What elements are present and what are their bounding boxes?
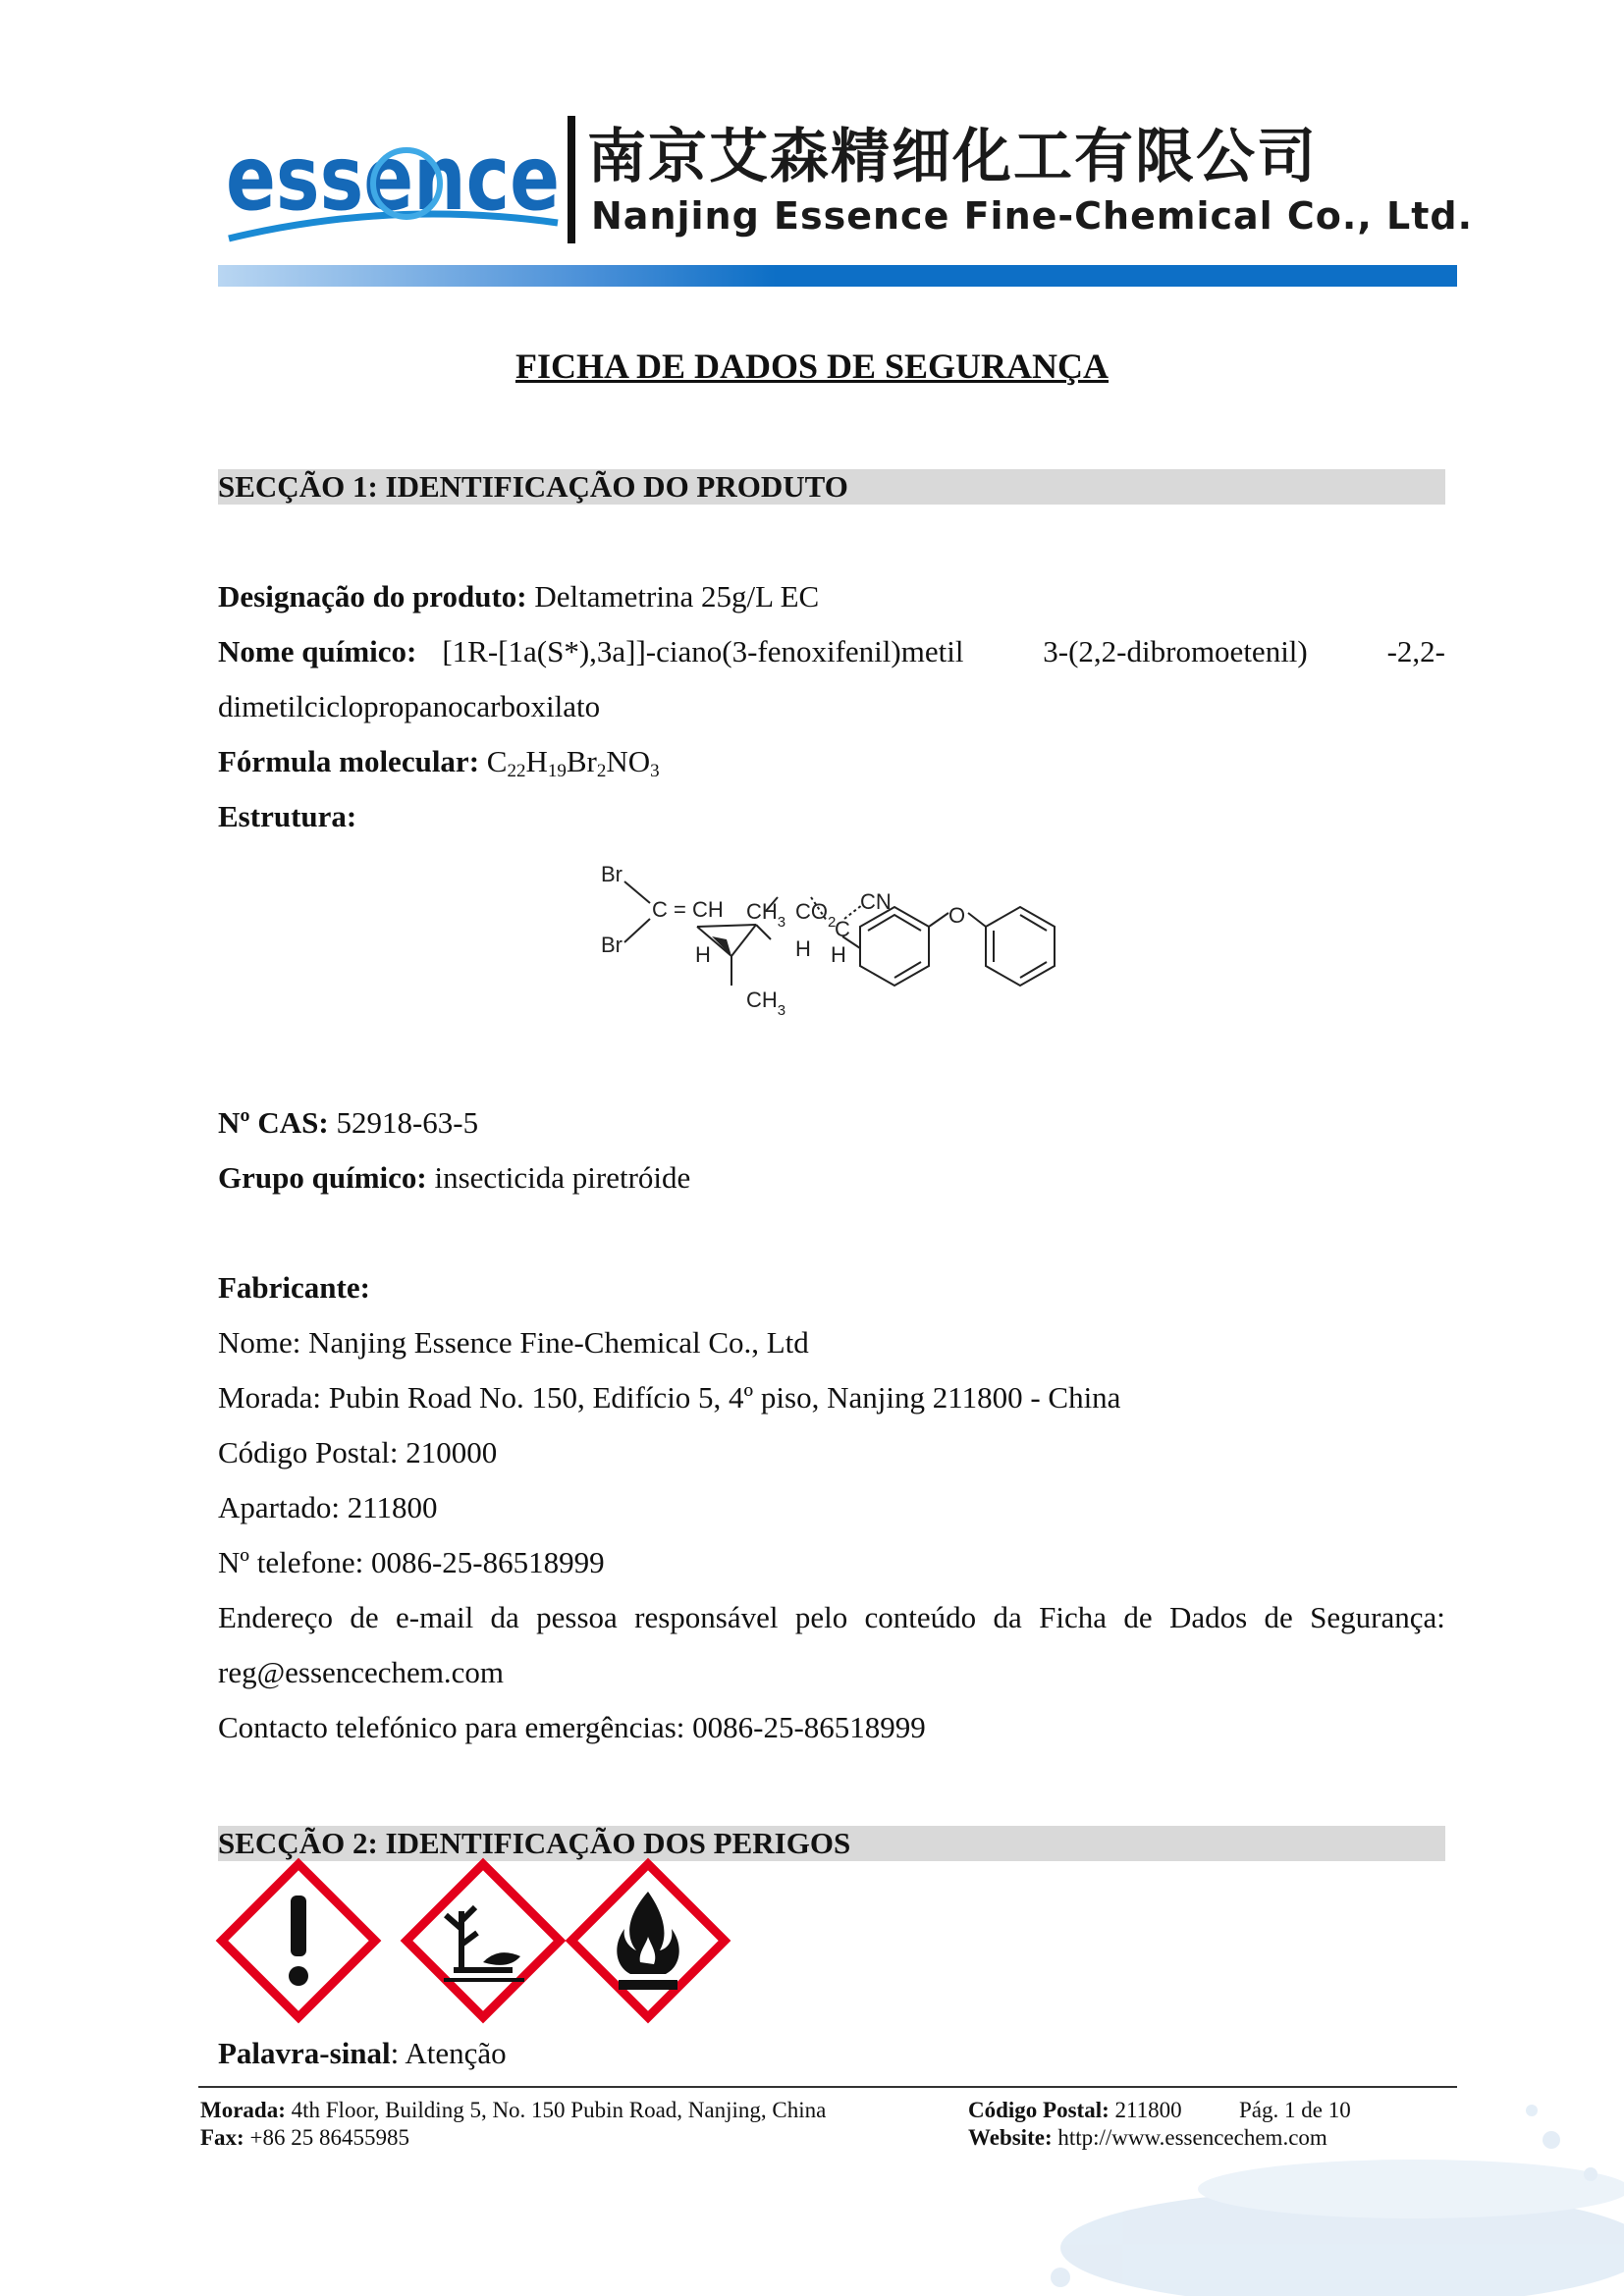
structure-h-3: H	[831, 942, 846, 967]
responsible-email-value: reg@essencechem.com	[218, 1655, 505, 1689]
cas-label: Nº CAS:	[218, 1105, 329, 1140]
structure-ch3-top: $CH_3$	[746, 899, 786, 931]
footer-postal-code: Código Postal: 211800	[968, 2098, 1182, 2122]
formula-value: $C_{22}H_{19}Br_2NO_3$	[486, 744, 660, 781]
logo-text: essence	[226, 126, 560, 231]
ghs-pictograms	[218, 1860, 729, 2022]
chemical-name-value-2: dimetilciclopropanocarboxilato	[218, 689, 601, 723]
structure-ch3-bottom: $CH_3$	[746, 988, 786, 1019]
structure-br-top: Br	[601, 862, 623, 886]
designation-value: Deltametrina 25g/L EC	[534, 579, 820, 614]
structure-c: C	[835, 917, 850, 941]
structure-cn: CN	[860, 889, 892, 914]
structure-h-1: H	[695, 942, 711, 967]
product-designation	[218, 577, 819, 616]
emergency-contact: Contacto telefónico para emergências: 0086-25-86518999	[218, 1710, 926, 1744]
chemical-group	[218, 1158, 690, 1198]
chemical-structure-diagram	[589, 846, 1060, 1023]
manufacturer-phone: Nº telefone: 0086-25-86518999	[218, 1545, 605, 1579]
signal-word	[218, 2034, 507, 2073]
flame-icon	[571, 1864, 725, 2017]
structure-h-2: H	[795, 936, 811, 961]
chemical-name-value-1: [1R-[1a(S*),3a]]-ciano(3-fenoxifenil)metil 3-(2,2-dibromoetenil) -2,2-	[442, 634, 1445, 668]
company-name-chinese: 南京艾森精细化工有限公司	[587, 123, 1318, 191]
manufacturer-address: Morada: Pubin Road No. 150, Edifício 5, 4º piso, Nanjing 211800 - China	[218, 1380, 1121, 1415]
signal-word-label: Palavra-sinal	[218, 2036, 391, 2070]
environment-hazard-icon	[406, 1864, 560, 2017]
manufacturer-postal-code: Código Postal: 210000	[218, 1435, 498, 1469]
header-separator	[568, 116, 575, 243]
cas-number	[218, 1103, 478, 1143]
designation-label: Designação do produto:	[218, 579, 527, 614]
section-1-heading	[218, 469, 1445, 505]
group-value: insecticida piretróide	[434, 1160, 691, 1195]
structure-br-bottom: Br	[601, 933, 623, 957]
section-1-heading-text: SECÇÃO 1: IDENTIFICAÇÃO DO PRODUTO	[218, 469, 848, 504]
molecular-formula	[218, 742, 660, 781]
manufacturer-po-box: Apartado: 211800	[218, 1490, 438, 1524]
structure-o: O	[948, 903, 966, 928]
structure-c-eq-ch: C = CH	[652, 897, 724, 922]
company-name-english: Nanjing Essence Fine-Chemical Co., Ltd.	[591, 194, 1474, 238]
footer-page-number: Pág. 1 de 10	[1239, 2098, 1351, 2122]
manufacturer-label: Fabricante:	[218, 1270, 370, 1305]
formula-label: Fórmula molecular:	[218, 744, 480, 778]
responsible-email-label: Endereço de e-mail da pessoa responsável pelo conteúdo da Ficha de Dados de Segurança:	[218, 1600, 1445, 1634]
signal-word-value: : Atenção	[390, 2036, 507, 2070]
header-color-bar	[218, 265, 1457, 287]
chemical-name-label: Nome químico:	[218, 634, 417, 668]
exclamation-mark-icon	[222, 1864, 375, 2017]
structure-label: Estrutura:	[218, 799, 357, 833]
group-label: Grupo químico:	[218, 1160, 427, 1195]
footer-fax: Fax: +86 25 86455985	[200, 2125, 409, 2150]
chemical-name-line-1	[218, 632, 1445, 671]
cas-value: 52918-63-5	[336, 1105, 479, 1140]
section-2-heading	[218, 1826, 1445, 1861]
footer-website: Website: http://www.essencechem.com	[968, 2125, 1327, 2150]
section-2-heading-text: SECÇÃO 2: IDENTIFICAÇÃO DOS PERIGOS	[218, 1826, 851, 1860]
manufacturer-name: Nome: Nanjing Essence Fine-Chemical Co., Ltd	[218, 1325, 809, 1360]
footer-address: Morada: 4th Floor, Building 5, No. 150 Pubin Road, Nanjing, China	[200, 2098, 827, 2122]
document-title: FICHA DE DADOS DE SEGURANÇA	[514, 347, 1110, 386]
footer-rule	[198, 2086, 1457, 2088]
structure-co2: $CO_2$	[795, 899, 837, 931]
essence-logo	[224, 113, 563, 250]
